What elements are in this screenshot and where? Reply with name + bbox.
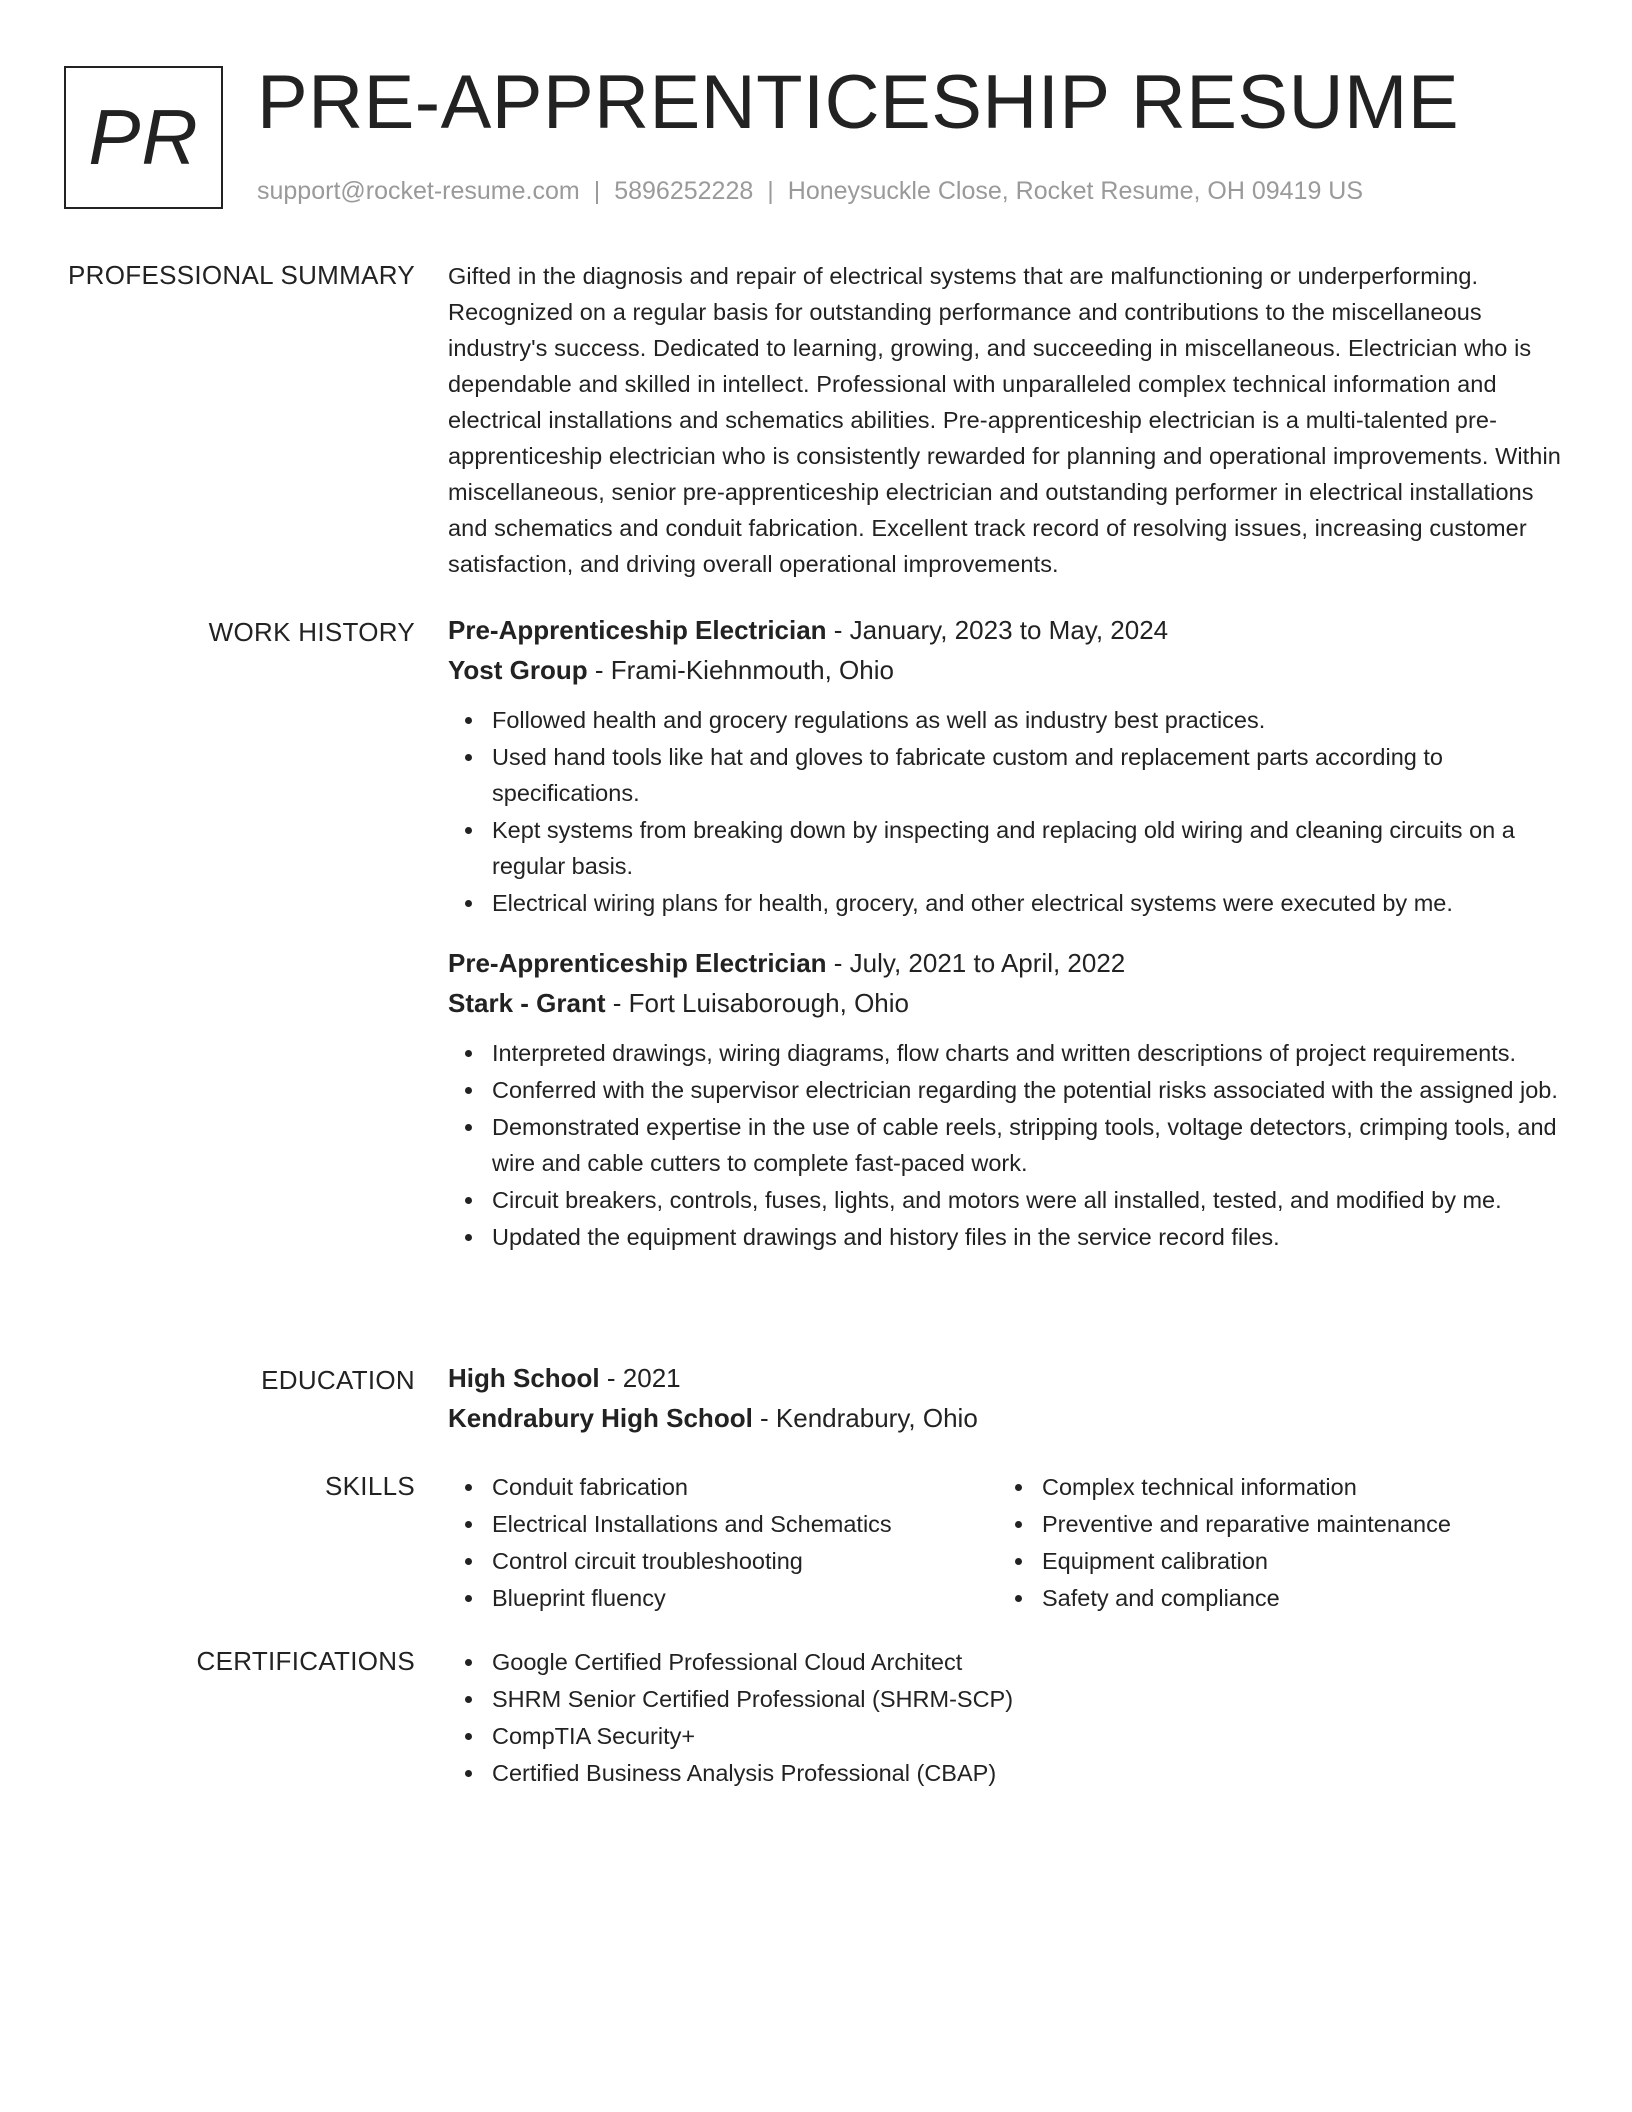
- skills-list-left: [448, 1469, 998, 1617]
- list-item: CompTIA Security+: [448, 1718, 1568, 1754]
- list-item: Used hand tools like hat and gloves to fabricate custom and replacement parts according to specifications.: [448, 739, 1568, 811]
- section-label-education: EDUCATION: [261, 1365, 415, 1395]
- work-history-body: [448, 610, 1568, 1256]
- list-item: Updated the equipment drawings and history files in the service record files.: [448, 1219, 1568, 1255]
- job-title: Pre-Apprenticeship Electrician: [448, 615, 827, 645]
- education-degree: High School: [448, 1363, 600, 1393]
- skills-list-right: [998, 1469, 1548, 1617]
- contact-email: support@rocket-resume.com: [257, 177, 580, 205]
- list-item: Complex technical information: [998, 1469, 1548, 1505]
- education-body: [448, 1358, 1568, 1438]
- education-degree-line: [448, 1358, 1568, 1398]
- job-bullets: [448, 1035, 1568, 1255]
- list-item: Control circuit troubleshooting: [448, 1543, 998, 1579]
- job-location: - Fort Luisaborough, Ohio: [605, 988, 909, 1018]
- job-title-line: [448, 610, 1568, 650]
- contact-separator: |: [593, 177, 601, 205]
- list-item: Preventive and reparative maintenance: [998, 1506, 1548, 1542]
- certifications-body: [448, 1644, 1568, 1792]
- resume-title: PRE-APPRENTICESHIP RESUME: [257, 60, 1460, 145]
- job-dates: - January, 2023 to May, 2024: [826, 615, 1169, 645]
- contact-phone: 5896252228: [614, 177, 754, 205]
- list-item: Circuit breakers, controls, fuses, lights, and motors were all installed, tested, and modified by me.: [448, 1182, 1568, 1218]
- contact-line: [257, 175, 1363, 207]
- job-entry: [448, 610, 1568, 921]
- list-item: Interpreted drawings, wiring diagrams, flow charts and written descriptions of project requirements.: [448, 1035, 1568, 1071]
- list-item: Electrical wiring plans for health, grocery, and other electrical systems were executed by me.: [448, 885, 1568, 921]
- contact-separator: |: [767, 177, 774, 205]
- certifications-list: [448, 1644, 1568, 1791]
- monogram-initials: PR: [88, 93, 199, 181]
- job-company: Yost Group: [448, 655, 588, 685]
- education-location: - Kendrabury, Ohio: [752, 1403, 978, 1433]
- contact-address: Honeysuckle Close, Rocket Resume, OH 09419 US: [787, 177, 1364, 205]
- list-item: Kept systems from breaking down by inspecting and replacing old wiring and cleaning circuits on a regular basis.: [448, 812, 1568, 884]
- list-item: Followed health and grocery regulations as well as industry best practices.: [448, 702, 1568, 738]
- list-item: Conduit fabrication: [448, 1469, 998, 1505]
- education-school: Kendrabury High School: [448, 1403, 753, 1433]
- list-item: Conferred with the supervisor electrician regarding the potential risks associated with the assigned job.: [448, 1072, 1568, 1108]
- job-company-line: [448, 650, 1568, 690]
- skills-body: [448, 1469, 1568, 1617]
- job-location: - Frami-Kiehnmouth, Ohio: [587, 655, 894, 685]
- section-label-summary: PROFESSIONAL SUMMARY: [68, 260, 415, 290]
- list-item: Blueprint fluency: [448, 1580, 998, 1616]
- list-item: SHRM Senior Certified Professional (SHRM-SCP): [448, 1681, 1568, 1717]
- section-label-skills: SKILLS: [325, 1471, 415, 1501]
- job-entry: [448, 943, 1568, 1255]
- job-title: Pre-Apprenticeship Electrician: [448, 948, 827, 978]
- summary-text: Gifted in the diagnosis and repair of electrical systems that are malfunctioning or underperforming. Recognized on a regular basis for outstanding performance and contributions to the miscellaneous industry's success. Dedicated to learning, growing, and succeeding in miscellaneous. Electrician who is dependable and skilled in intellect. Professional with unparalleled complex technical information and electrical installations and schematics abilities. Pre-apprenticeship electrician is a multi-talented pre-apprenticeship electrician who is consistently rewarded for planning and operational improvements. Within miscellaneous, senior pre-apprenticeship electrician and outstanding performer in electrical installations and schematics and conduit fabrication. Excellent track record of resolving issues, increasing customer satisfaction, and driving overall operational improvements.: [448, 263, 1561, 577]
- list-item: Electrical Installations and Schematics: [448, 1506, 998, 1542]
- job-bullets: [448, 702, 1568, 921]
- job-company: Stark - Grant: [448, 988, 606, 1018]
- section-label-certifications: CERTIFICATIONS: [196, 1646, 415, 1676]
- education-year: - 2021: [599, 1363, 681, 1393]
- list-item: Safety and compliance: [998, 1580, 1548, 1616]
- monogram-box: [64, 66, 223, 209]
- job-dates: - July, 2021 to April, 2022: [826, 948, 1126, 978]
- list-item: Certified Business Analysis Professional (CBAP): [448, 1755, 1568, 1791]
- list-item: Google Certified Professional Cloud Architect: [448, 1644, 1568, 1680]
- education-school-line: [448, 1398, 1568, 1438]
- job-title-line: [448, 943, 1568, 983]
- list-item: Demonstrated expertise in the use of cable reels, stripping tools, voltage detectors, crimping tools, and wire and cable cutters to complete fast-paced work.: [448, 1109, 1568, 1181]
- job-company-line: [448, 983, 1568, 1023]
- list-item: Equipment calibration: [998, 1543, 1548, 1579]
- section-label-work-history: WORK HISTORY: [208, 617, 415, 647]
